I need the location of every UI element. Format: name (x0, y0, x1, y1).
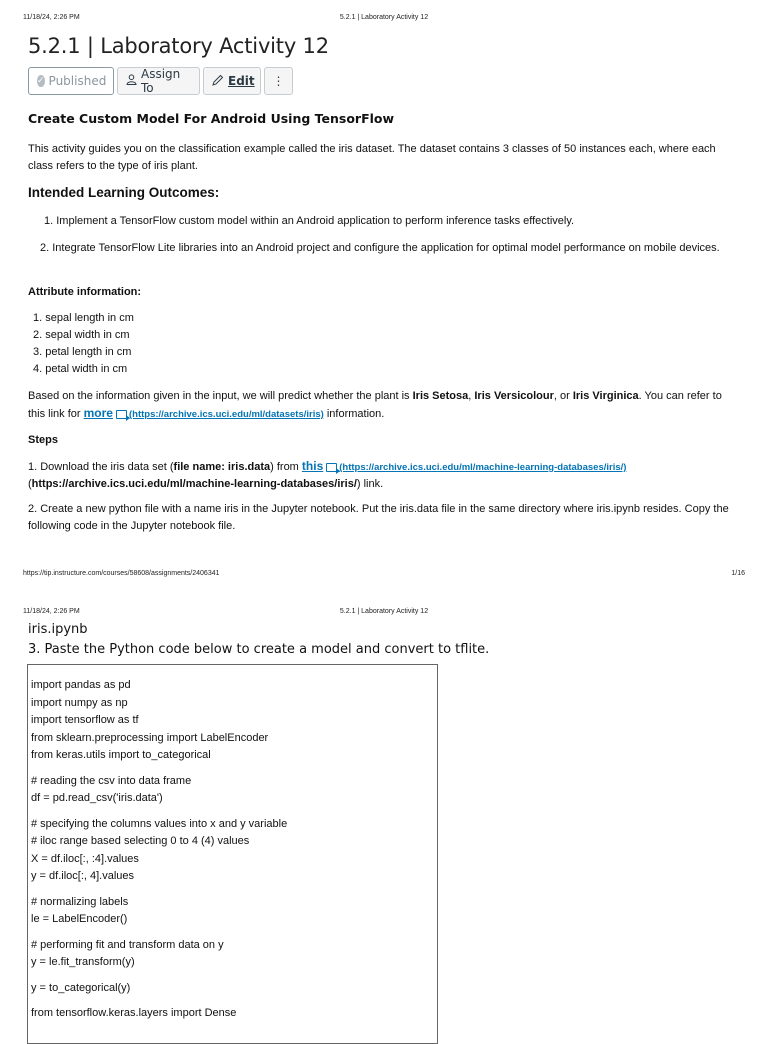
code-block (27, 664, 438, 1044)
code-group-fit-transform (31, 937, 437, 972)
print-header (23, 14, 745, 24)
assign-to-label: Assign To (141, 67, 181, 95)
more-info-link[interactable]: more (83, 406, 113, 420)
more-options-button[interactable] (264, 67, 293, 95)
edit-label: Edit (228, 74, 255, 88)
code-line: X = df.iloc[:, :4].values (31, 852, 139, 865)
outcomes-heading: Intended Learning Outcomes: (28, 185, 220, 200)
step-1-close: ) link. (356, 478, 384, 490)
code-line: le = LabelEncoder() (31, 913, 128, 925)
code-line: from tensorflow.keras.layers import Dense (31, 1007, 237, 1019)
print-title: 5.2.1 | Laboratory Activity 12 (339, 608, 429, 615)
step-2-text: 2. Create a new python file with a name iris in the Jupyter notebook. Put the iris.data file in the same directory where iris.ipynb resides. Copy the following code in the Jupyter notebook file. (28, 503, 729, 532)
assignment-toolbar (28, 67, 293, 97)
this-link[interactable]: this (301, 459, 324, 473)
outcomes-heading-block (28, 184, 738, 201)
code-line: df = pd.read_csv('iris.data') (31, 792, 163, 804)
code-line: import tensorflow as tf (31, 714, 139, 726)
code-line: from sklearn.preprocessing import LabelEncoder (31, 731, 269, 744)
step-1-file-label: file name: iris.data (173, 461, 271, 473)
iris-setosa-label: Iris Setosa (412, 390, 469, 402)
notebook-file-name: iris.ipynb (28, 622, 88, 637)
code-line: # normalizing labels (31, 895, 129, 908)
print-datetime: 11/18/24, 2:26 PM (23, 14, 80, 21)
code-group-categorical (31, 980, 437, 998)
step-1-pre: 1. Download the iris data set ( (28, 461, 174, 473)
page-title: 5.2.1 | Laboratory Activity 12 (28, 34, 329, 58)
outcome-item-1 (28, 213, 738, 230)
external-link-icon (116, 410, 127, 419)
code-group-normalize (31, 894, 437, 929)
prediction-text-post: . You can refer to this link for (28, 390, 722, 420)
check-circle-icon: ✓ (37, 76, 45, 86)
iris-dataset-url-link[interactable]: (https://archive.ics.uci.edu/ml/datasets/iris) (128, 409, 324, 420)
attribute-heading-block (28, 284, 738, 301)
code-line: import numpy as np (31, 696, 128, 709)
published-button[interactable] (28, 67, 114, 95)
step-1-url-bold: https://archive.ics.uci.edu/ml/machine-learning-databases/iris/ (31, 478, 357, 490)
print-datetime: 11/18/24, 2:26 PM (23, 608, 80, 615)
code-group-read-csv (31, 773, 437, 808)
code-line: y = le.fit_transform(y) (31, 956, 135, 968)
step-1-open: ( (28, 478, 32, 490)
pencil-icon (212, 74, 224, 89)
list-item: 1. sepal length in cm (33, 312, 134, 324)
prediction-text-pre: Based on the information given in the input, we will predict whether the plant is (28, 390, 413, 402)
assignment-heading: Create Custom Model For Android Using TensorFlow (28, 111, 395, 126)
code-line: import pandas as pd (31, 679, 131, 691)
iris-database-url-link[interactable]: (https://archive.ics.uci.edu/ml/machine-learning-databases/iris/) (339, 462, 627, 473)
list-item: 3. petal length in cm (33, 346, 132, 358)
user-icon (126, 74, 137, 88)
code-group-dense-import (31, 1005, 437, 1023)
print-footer (23, 570, 745, 580)
published-label: Published (48, 74, 107, 88)
intro-text: This activity guides you on the classification example called the iris dataset. The dataset contains 3 classes of 50 instances each, where each class refers to the type of iris plant. (28, 143, 716, 172)
steps-heading: Steps (28, 434, 58, 446)
edit-button[interactable] (203, 67, 261, 95)
print-header (23, 608, 745, 618)
code-group-select-columns (31, 816, 437, 886)
iris-virginica-label: Iris Virginica (572, 390, 639, 402)
assignment-heading-block (28, 110, 738, 127)
code-line: # reading the csv into data frame (31, 774, 192, 787)
separator-2: , or (553, 390, 573, 402)
list-item: 4. petal width in cm (33, 363, 128, 375)
intro-paragraph (28, 141, 738, 175)
kebab-menu-icon: ⋮ (272, 74, 285, 88)
print-page-number: 1/16 (731, 570, 745, 577)
print-title: 5.2.1 | Laboratory Activity 12 (339, 14, 429, 21)
print-footer-url: https://tip.instructure.com/courses/58608/assignments/2406341 (23, 570, 220, 577)
prediction-paragraph (28, 388, 738, 423)
code-line: # performing fit and transform data on y (31, 938, 224, 951)
attribute-heading: Attribute information: (28, 286, 142, 298)
assign-to-button[interactable] (117, 67, 200, 95)
code-line: from keras.utils import to_categorical (31, 749, 211, 761)
outcome-text-1: 1. Implement a TensorFlow custom model within an Android application to perform inference tasks effectively. (44, 215, 575, 227)
iris-versicolour-label: Iris Versicolour (474, 390, 554, 402)
step-3-text: 3. Paste the Python code below to create a model and convert to tflite. (28, 642, 490, 657)
steps-heading-block (28, 432, 738, 449)
code-group-imports (31, 677, 437, 765)
code-line: # iloc range based selecting 0 to 4 (4) values (31, 835, 250, 847)
step-1-mid: ) from (270, 461, 302, 473)
outcome-item-2 (28, 240, 738, 257)
step-2-paragraph (28, 501, 738, 535)
separator-1: , (468, 390, 475, 402)
code-line: # specifying the columns values into x and y variable (31, 817, 288, 830)
step-1-paragraph (28, 458, 738, 493)
code-line: y = to_categorical(y) (31, 981, 131, 994)
code-line: y = df.iloc[:, 4].values (31, 870, 135, 882)
list-item: 2. sepal width in cm (33, 329, 130, 341)
outcome-text-2: 2. Integrate TensorFlow Lite libraries into an Android project and configure the application for optimal model performance on mobile devices. (40, 242, 720, 254)
attribute-list (28, 310, 738, 378)
external-link-icon (326, 463, 337, 472)
prediction-text-tail: information. (323, 408, 385, 420)
